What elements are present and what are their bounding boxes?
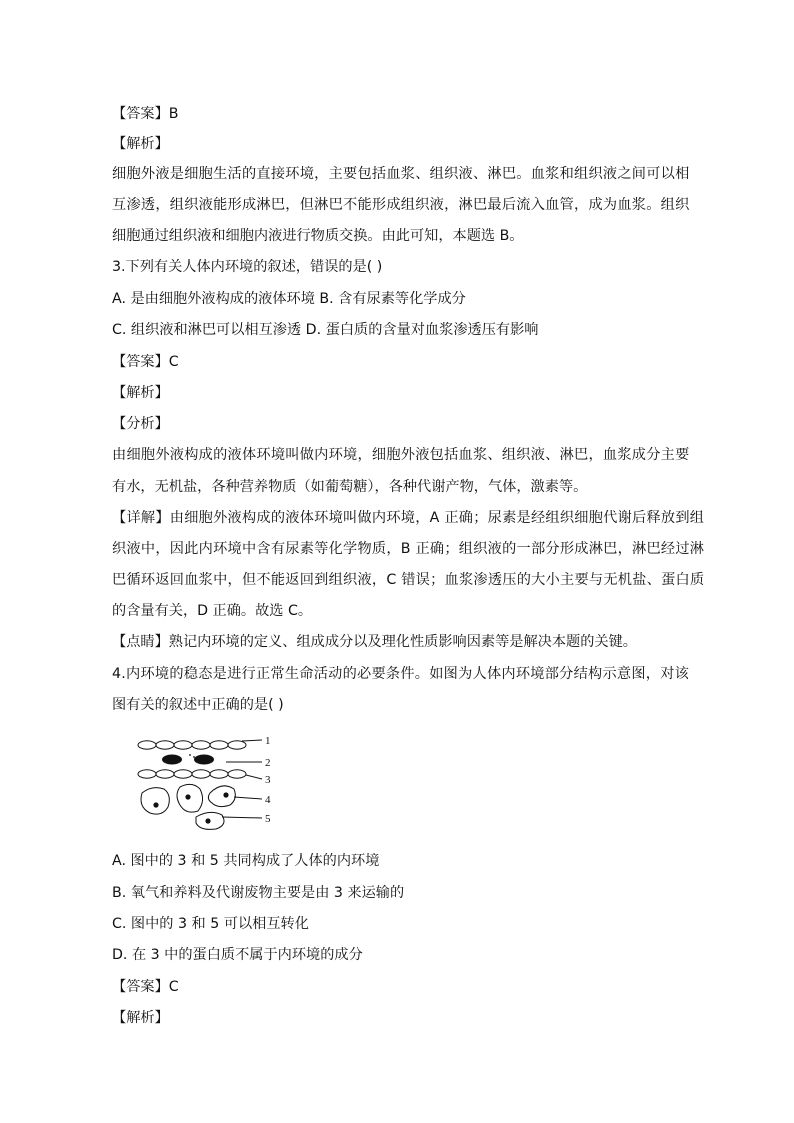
paragraph-line: 细胞通过组织液和细胞内液进行物质交换。由此可知，本题选 B。 [112, 228, 524, 244]
question-3-stem: 3.下列有关人体内环境的叙述，错误的是( ) [112, 259, 383, 275]
figure-label: 4 [265, 794, 271, 806]
answer-label: 【答案】B [112, 106, 179, 122]
paragraph-line: 细胞外液是细胞生活的直接环境，主要包括血浆、组织液、淋巴。血浆和组织液之间可以相 [112, 166, 690, 182]
detail-paragraph-line: 【详解】由细胞外液构成的液体环境叫做内环境，A 正确；尿素是经组织细胞代谢后释放到组 [112, 510, 705, 526]
paragraph-line: 互渗透，组织液能形成淋巴，但淋巴不能形成组织液，淋巴最后流入血管，成为血浆。组织 [112, 197, 690, 213]
question-4-stem: 4.内环境的稳态是进行正常生命活动的必要条件。如图为人体内环境部分结构示意图，对该 [112, 666, 690, 682]
analysis-subheading: 【分析】 [112, 416, 169, 432]
key-point-line: 【点睛】熟记内环境的定义、组成成分以及理化性质影响因素等是解决本题的关键。 [112, 634, 637, 650]
figure-label: 2 [265, 757, 271, 769]
detail-paragraph-line: 巴循环返回血浆中，但不能返回到组织液，C 错误；血浆渗透压的大小主要与无机盐、蛋白质 [112, 572, 705, 588]
answer-label: 【答案】C [112, 979, 179, 995]
figure-label: 5 [265, 813, 271, 825]
analysis-label: 【解析】 [112, 385, 169, 401]
analysis-label: 【解析】 [112, 136, 169, 152]
analysis-label: 【解析】 [112, 1010, 169, 1026]
detail-paragraph-line: 织液中，因此内环境中含有尿素等化学物质，B 正确；组织液的一部分形成淋巴，淋巴经过淋 [112, 541, 705, 557]
paragraph-line: 有水，无机盐，各种营养物质（如葡萄糖），各种代谢产物，气体，激素等。 [112, 479, 588, 495]
question-3-options-cd: C. 组织液和淋巴可以相互渗透 D. 蛋白质的含量对血浆渗透压有影响 [112, 322, 539, 338]
figure-label: 3 [265, 774, 271, 786]
detail-paragraph-line: 的含量有关，D 正确。故选 C。 [112, 603, 313, 619]
question-4-option-d: D. 在 3 中的蛋白质不属于内环境的成分 [112, 947, 363, 963]
question-4-option-c: C. 图中的 3 和 5 可以相互转化 [112, 916, 309, 932]
figure-label: 1 [265, 735, 271, 747]
inner-environment-diagram [134, 731, 284, 831]
question-4-option-a: A. 图中的 3 和 5 共同构成了人体的内环境 [112, 853, 380, 869]
question-3-options-ab: A. 是由细胞外液构成的液体环境 B. 含有尿素等化学成分 [112, 291, 466, 307]
paragraph-line: 由细胞外液构成的液体环境叫做内环境，细胞外液包括血浆、组织液、淋巴，血浆成分主要 [112, 447, 690, 463]
answer-label: 【答案】C [112, 354, 179, 370]
question-4-stem: 图有关的叙述中正确的是( ) [112, 697, 284, 713]
question-4-option-b: B. 氧气和养料及代谢废物主要是由 3 来运输的 [112, 885, 405, 901]
